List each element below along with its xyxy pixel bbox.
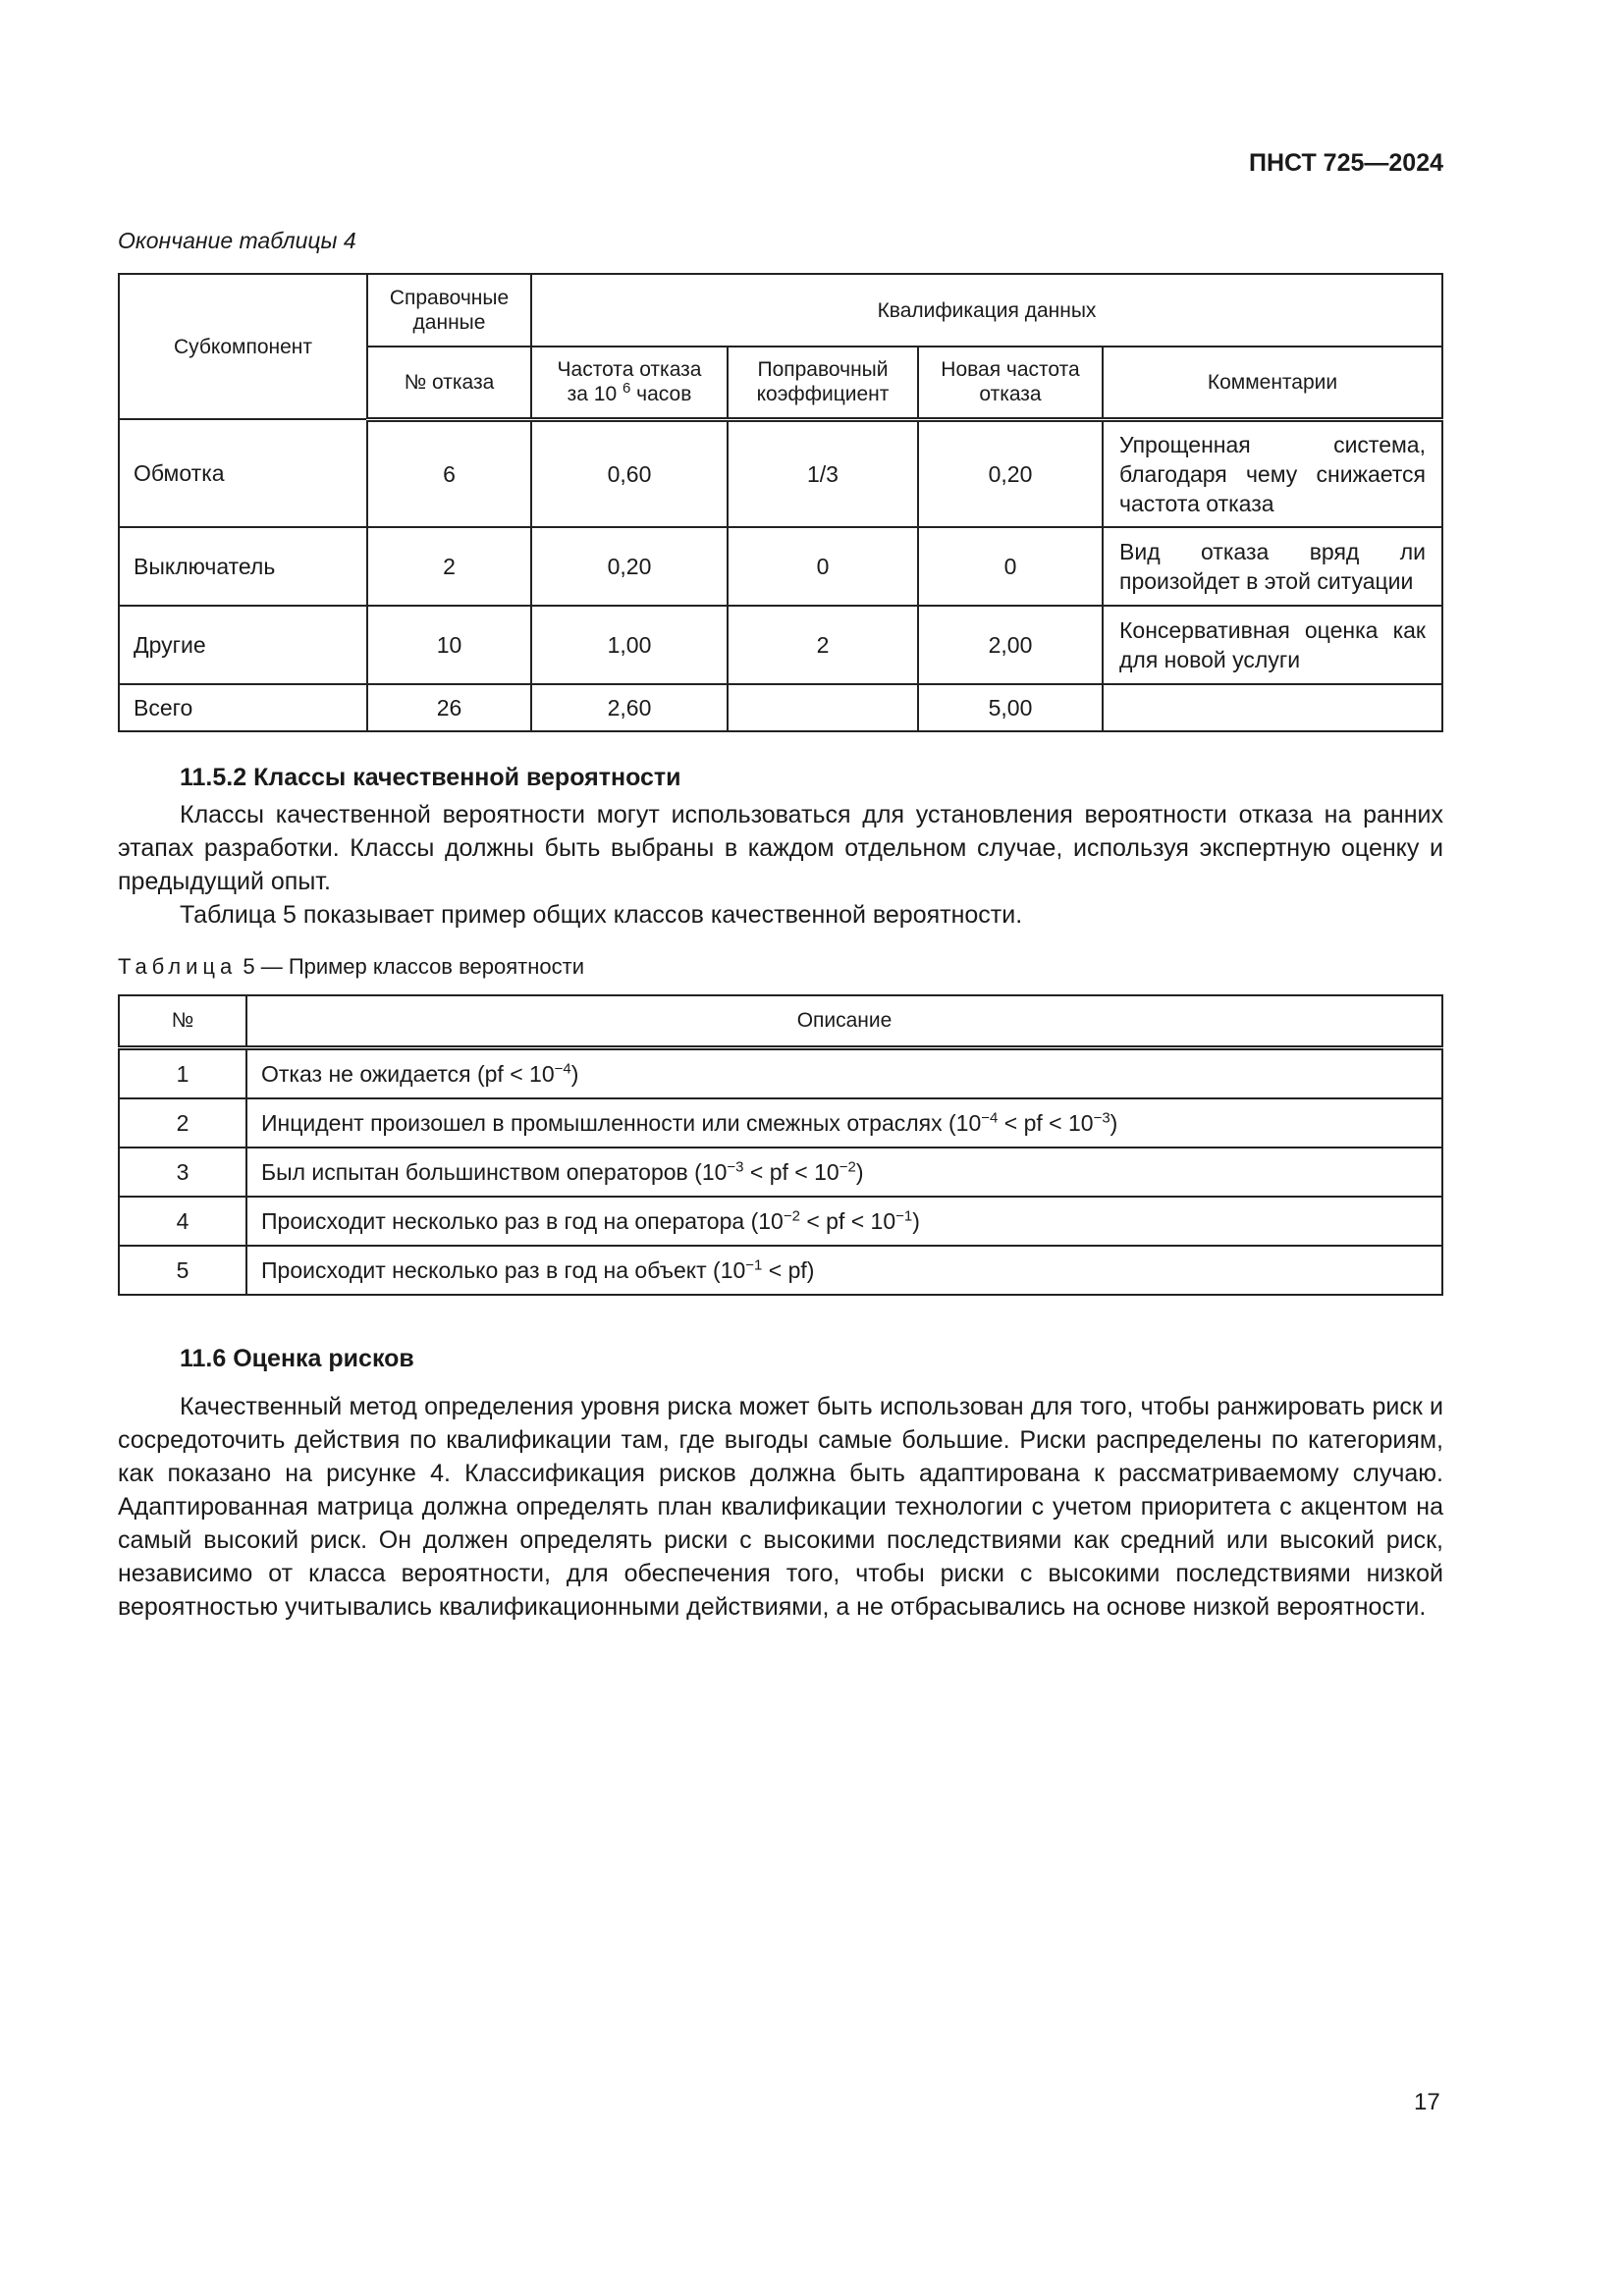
header-correction: Поправочный коэффициент	[728, 347, 918, 419]
cell-new: 5,00	[918, 684, 1103, 731]
header-reference: Справочные данные	[367, 274, 531, 347]
cell-rate: 1,00	[531, 606, 728, 684]
cell-no: 3	[119, 1148, 246, 1197]
header-description: Описание	[246, 995, 1442, 1048]
cell-comment: Вид отказа вряд ли произойдет в этой ситуации	[1103, 527, 1442, 606]
header-comments: Комментарии	[1103, 347, 1442, 419]
cell-rate: 2,60	[531, 684, 728, 731]
table-row-total	[119, 684, 1442, 731]
table-row	[119, 606, 1442, 684]
cell-no: 2	[367, 527, 531, 606]
cell-new: 0,20	[918, 419, 1103, 527]
paragraph: Таблица 5 показывает пример общих классов качественной вероятности.	[180, 901, 1023, 929]
cell-description: Происходит несколько раз в год на объект $(10^{-1} < pf)$	[246, 1246, 1442, 1295]
cell-coef: 2	[728, 606, 918, 684]
table-row	[119, 419, 1442, 527]
cell-rate: 0,20	[531, 527, 728, 606]
header-no: №	[119, 995, 246, 1048]
cell-name: Выключатель	[119, 527, 367, 606]
cell-name: Всего	[119, 684, 367, 731]
cell-name: Обмотка	[119, 419, 367, 527]
table-4	[118, 273, 1443, 732]
paragraph: Качественный метод определения уровня риска может быть использован для того, чтобы ранжировать риск и сосредоточить действия по квалификации там, где выгоды самые большие. Риски распределены по категориям, как показано на рисунке 4. Классификация рисков должна быть адаптирована к рассматриваемому случаю. Адаптированная матрица должна определять план квалификации технологии с учетом приоритета с акцентом на самый высокий риск. Он должен определять риски с высокими последствиями как средний или высокий риск, независимо от класса вероятности, для обеспечения того, чтобы риски с высокими последствиями низкой вероятностью учитывались квалификационными действиями, а не отбрасывались на основе низкой вероятности.	[118, 1393, 1443, 1621]
cell-description: Происходит несколько раз в год на оператора ($10^{-2}$ < pf < $10^{-1}$)	[246, 1197, 1442, 1246]
cell-no: 26	[367, 684, 531, 731]
section-heading-11-5-2: 11.5.2 Классы качественной вероятности	[180, 764, 681, 791]
header-new-rate: Новая частота отказа	[918, 347, 1103, 419]
table-row	[119, 1048, 1442, 1099]
header-subcomponent: Субкомпонент	[119, 274, 367, 419]
cell-no: 5	[119, 1246, 246, 1295]
cell-comment: Упрощенная система, благодаря чему снижается частота отказа	[1103, 419, 1442, 527]
cell-no: 4	[119, 1197, 246, 1246]
page-number: 17	[1414, 2089, 1440, 2115]
paragraph: Классы качественной вероятности могут использоваться для установления вероятности отказа на ранних этапах разработки. Классы должны быть выбраны в каждом отдельном случае, используя экспертную оценку и предыдущий опыт.	[118, 801, 1443, 895]
cell-new: 2,00	[918, 606, 1103, 684]
document-code: ПНСТ 725—2024	[1249, 149, 1443, 177]
cell-coef: 0	[728, 527, 918, 606]
table4-caption: Окончание таблицы 4	[118, 228, 356, 253]
cell-comment	[1103, 684, 1442, 731]
cell-name: Другие	[119, 606, 367, 684]
header-failure-no: № отказа	[367, 347, 531, 419]
table-row	[119, 1197, 1442, 1246]
table-row	[119, 1098, 1442, 1148]
cell-description: Инцидент произошел в промышленности или смежных отраслях ($10^{-4}$ < pf < $10^{-3}$)	[246, 1098, 1442, 1148]
header-rate: Частота отказа за 10 $^6$ часов	[531, 347, 728, 419]
cell-rate: 0,60	[531, 419, 728, 527]
cell-new: 0	[918, 527, 1103, 606]
section-heading-11-6: 11.6 Оценка рисков	[180, 1345, 414, 1372]
table5-caption: Таблица 5 — Пример классов вероятности	[118, 954, 584, 979]
header-qualification: Квалификация данных	[531, 274, 1442, 347]
cell-comment: Консервативная оценка как для новой услуги	[1103, 606, 1442, 684]
table-row	[119, 1246, 1442, 1295]
table-row	[119, 527, 1442, 606]
cell-no: 6	[367, 419, 531, 527]
cell-no: 2	[119, 1098, 246, 1148]
cell-description: Отказ не ожидается $(pf < 10^{-4})$	[246, 1048, 1442, 1099]
table-5	[118, 994, 1443, 1296]
cell-no: 1	[119, 1048, 246, 1099]
cell-coef	[728, 684, 918, 731]
cell-coef: 1/3	[728, 419, 918, 527]
table-row	[119, 1148, 1442, 1197]
cell-description: Был испытан большинством операторов ($10^{-3}$ < pf < $10^{-2}$)	[246, 1148, 1442, 1197]
cell-no: 10	[367, 606, 531, 684]
